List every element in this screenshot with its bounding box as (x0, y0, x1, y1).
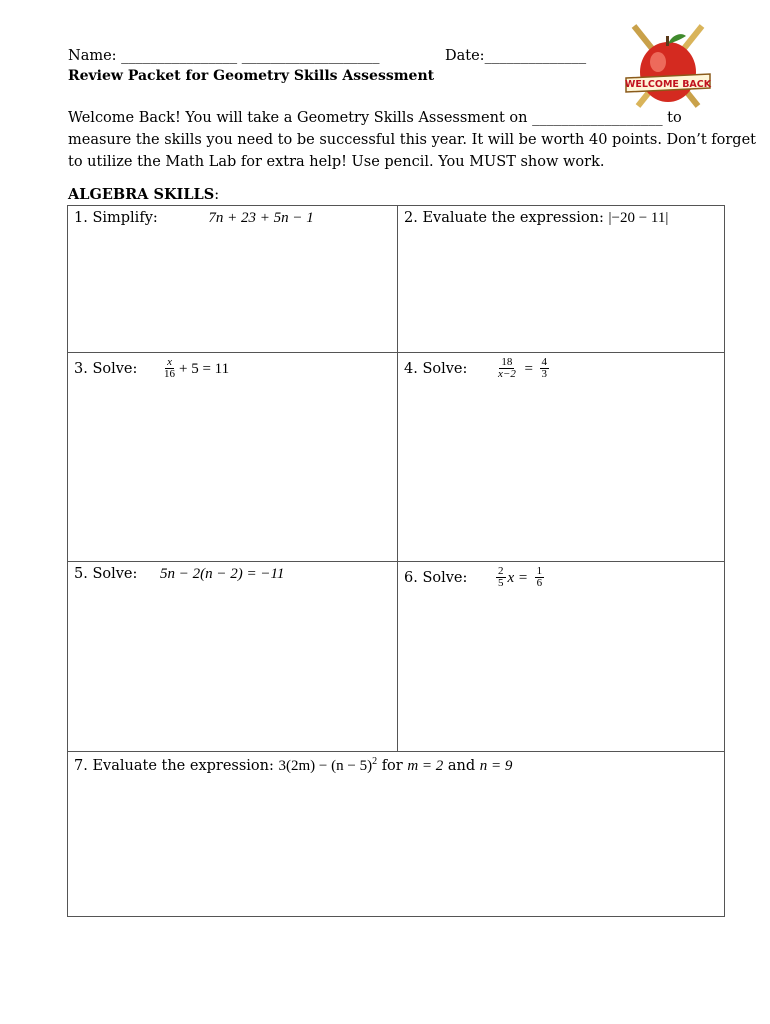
intro-line-1: Welcome Back! You will take a Geometry Skills Assessment on __________________ to (68, 110, 682, 126)
date-field (445, 48, 586, 64)
problem-3-fraction: $\frac{x}{16}$ (164, 356, 176, 380)
intro-line-3: to utilize the Math Lab for extra help! Use pencil. You MUST show work. (68, 154, 605, 170)
section-heading: ALGEBRA SKILLS: (68, 186, 220, 203)
section-title: ALGEBRA SKILLS (68, 186, 215, 203)
problem-1-cell[interactable] (68, 206, 398, 353)
problem-5-expression: 5n − 2(n − 2) = −11 (160, 566, 285, 582)
date-label: Date: (445, 48, 485, 64)
problem-3-cell[interactable] (68, 353, 398, 562)
name-label: Name: (68, 48, 117, 64)
problem-4-fraction-left: $\frac{18}{x-2}$ (498, 356, 516, 380)
problem-3-rest: + 5 = 11 (179, 360, 230, 377)
problem-1 (74, 210, 314, 226)
problem-2 (404, 210, 668, 226)
problem-7: 7. Evaluate the expression: $3(2m) - (n - 5)^2$ for m = 2 and n = 9 (74, 756, 513, 774)
problem-7-expression: 3(2m) − (n − 5) (278, 757, 373, 774)
problem-5-cell[interactable] (68, 562, 398, 752)
problem-4: 4. Solve: $\frac{18}{x-2}$ = $\frac{4}{3}$ (404, 356, 548, 380)
problem-4-fraction-right: $\frac{4}{3}$ (541, 356, 548, 380)
problem-2-cell[interactable] (398, 206, 725, 353)
problem-6: 6. Solve: $\frac{2}{5}$ x = $\frac{1}{6}$ (404, 565, 543, 589)
problem-2-label: 2. Evaluate the expression: (404, 210, 604, 226)
problem-6-fraction-left: $\frac{2}{5}$ (498, 565, 504, 589)
problem-6-fraction-right: $\frac{1}{6}$ (536, 565, 543, 589)
problem-6-label: 6. Solve: (404, 569, 468, 586)
problem-1-label: 1. Simplify: (74, 210, 158, 226)
intro-line-2: measure the skills you need to be successful this year. It will be worth 40 points. Don’t forget (68, 132, 756, 148)
problem-4-label: 4. Solve: (404, 360, 468, 377)
problem-2-expression: |−20 − 11| (608, 210, 669, 226)
problem-6-cell[interactable] (398, 562, 725, 752)
problem-7-cell[interactable] (68, 752, 725, 917)
problem-grid (67, 205, 725, 917)
date-blank[interactable]: ______________ (484, 48, 587, 64)
problem-3-label: 3. Solve: (74, 360, 138, 377)
problem-3 (74, 356, 230, 380)
logo-text: WELCOME BACK (624, 79, 712, 90)
problem-7-label: 7. Evaluate the expression: (74, 757, 274, 774)
problem-5 (74, 566, 284, 582)
welcome-back-apple-logo (620, 22, 716, 114)
name-field (68, 48, 380, 64)
page-title: Review Packet for Geometry Skills Assessment (68, 68, 435, 84)
name-blank-1[interactable]: ________________ (121, 48, 238, 64)
problem-4-cell[interactable] (398, 353, 725, 562)
name-blank-2[interactable]: ___________________ (241, 48, 380, 64)
problem-5-label: 5. Solve: (74, 566, 138, 582)
problem-1-expression: 7n + 23 + 5n − 1 (208, 210, 314, 226)
